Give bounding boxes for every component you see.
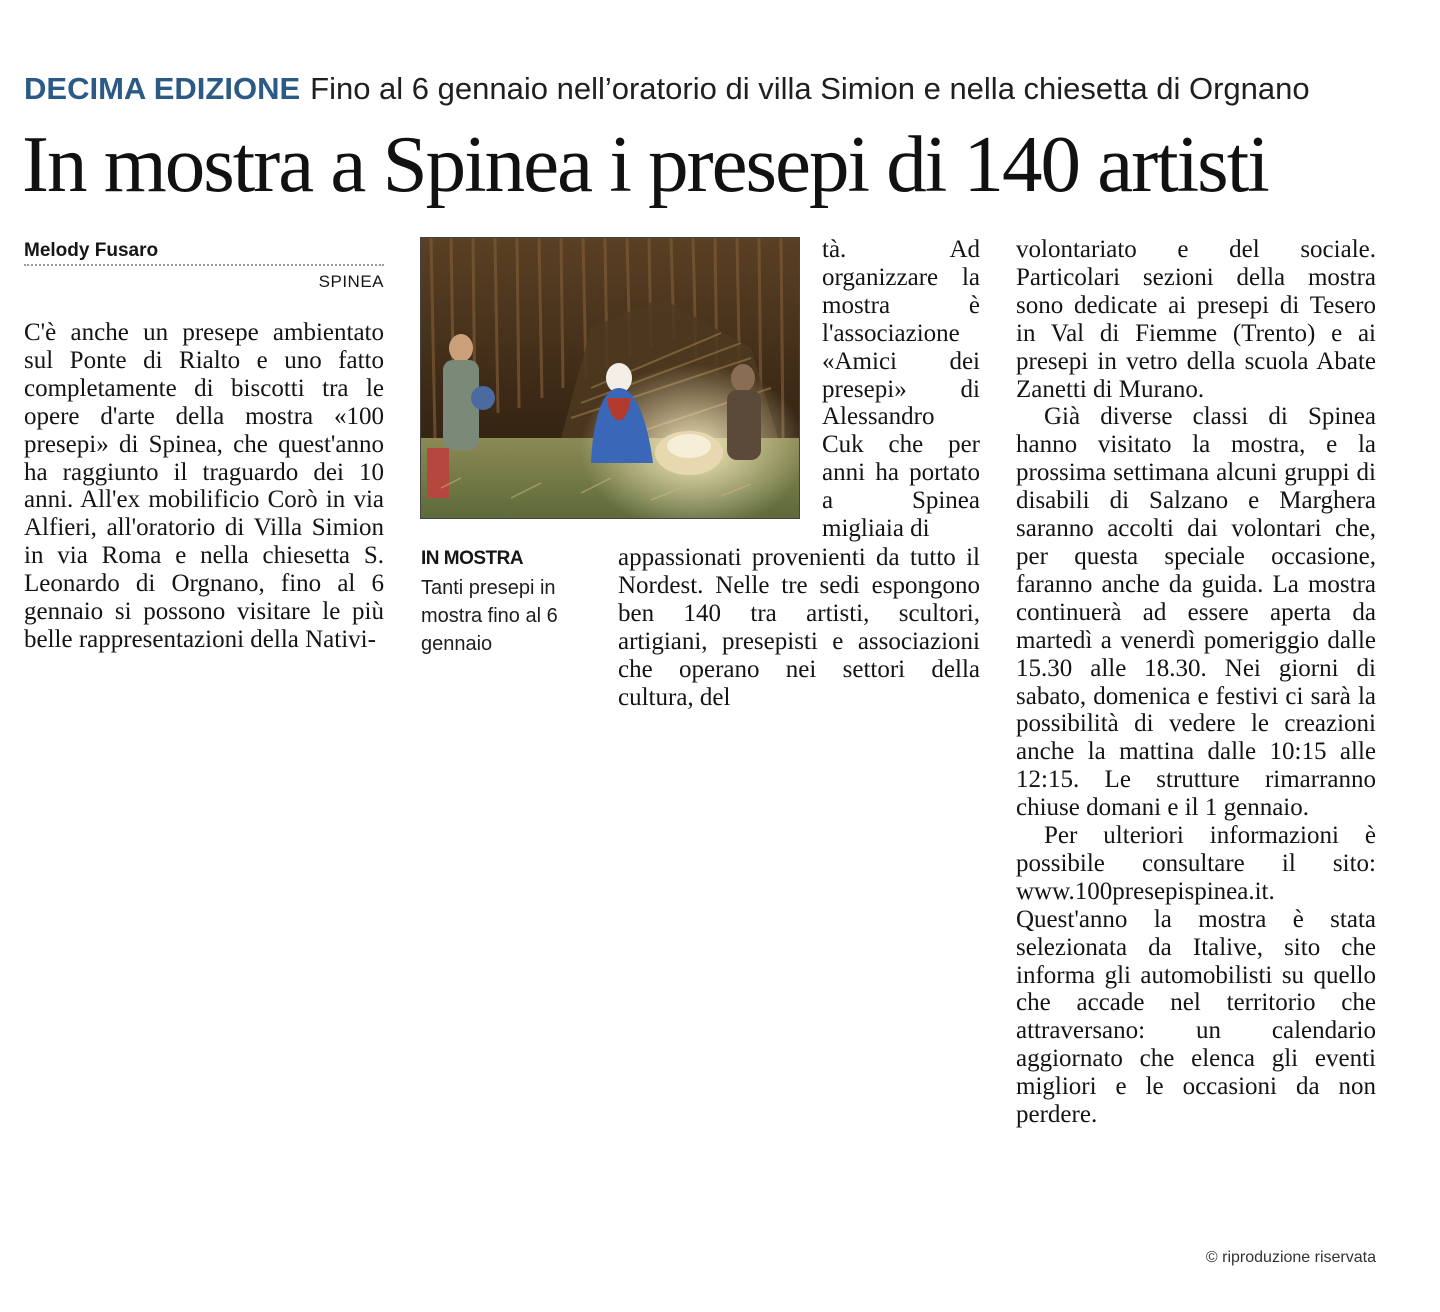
kicker-subtitle: Fino al 6 gennaio nell’oratorio di villa Simion e nella chiesetta di Orgnano [310, 71, 1310, 106]
dateline: SPINEA [318, 272, 384, 291]
article-paragraph: volontariato e del sociale. Particolari sezioni della mostra sono dedicate ai presepi di Tesero in Val di Fiemme (Trento) e ai presepi in vetro della scuola Abate Zanetti di Murano. [1016, 236, 1376, 403]
kicker-label: DECIMA EDIZIONE [24, 71, 301, 106]
article-paragraph: appassionati provenienti da tutto il Nordest. Nelle tre sedi espongono ben 140 tra artisti, scultori, artigiani, presepisti e associazioni che operano nei settori della cultura, del [618, 544, 980, 711]
photo-caption-title: IN MOSTRA [421, 548, 524, 569]
photo-caption-text: Tanti presepi in mostra fino al 6 gennaio [421, 577, 558, 655]
byline: Melody Fusaro [24, 238, 384, 266]
article-column-2-bottom [618, 544, 980, 711]
article-column-3 [1016, 236, 1376, 1129]
kicker [24, 66, 1424, 112]
headline: In mostra a Spinea i presepi di 140 artisti [22, 119, 1268, 209]
article-paragraph: Già diverse classi di Spinea hanno visitato la mostra, e la prossima settimana alcuni gruppi di disabili di Salzano e Marghera saranno accolti dai volontari che, per questa speciale occasione, faranno anche da guida. La mostra continuerà ad essere aperta da martedì a venerdì pomeriggio dalle 15.30 alle 18.30. Nei giorni di sabato, domenica e festivi ci sarà la possibilità di vedere le creazioni anche la mattina dalle 10:15 alle 12:15. Le strutture rimarranno chiuse domani e il 1 gennaio. [1016, 403, 1376, 822]
article-paragraph: Per ulteriori informazioni è possibile consultare il sito: www.100presepispinea.it. Quest'anno la mostra è stata selezionata da Italive, sito che informa gli automobilisti su quello che accade nel territorio che attraversano: un calendario aggiornato che elenca gli eventi migliori e le occasioni da non perdere. [1016, 822, 1376, 1129]
copyright-notice: © riproduzione riservata [1205, 1249, 1376, 1266]
article-column-2-top [822, 236, 980, 543]
article-paragraph: C'è anche un presepe ambientato sul Ponte di Rialto e uno fatto completamente di biscotti tra le opere d'arte della mostra «100 presepi» di Spinea, che quest'anno ha raggiunto il traguardo dei 10 anni. All'ex mobilificio Corò in via Alfieri, all'oratorio di Villa Simion in via Roma e nella chiesetta S. Leonardo di Orgnano, fino al 6 gennaio si possono visitare le più belle rappresentazioni della Nativi- [24, 319, 384, 653]
nativity-photo [420, 237, 800, 519]
article-paragraph: tà. Ad organizzare la mostra è l'associazione «Amici dei presepi» di Alessandro Cuk che per anni ha portato a Spinea migliaia di [822, 236, 980, 543]
article-column-1 [24, 319, 384, 654]
